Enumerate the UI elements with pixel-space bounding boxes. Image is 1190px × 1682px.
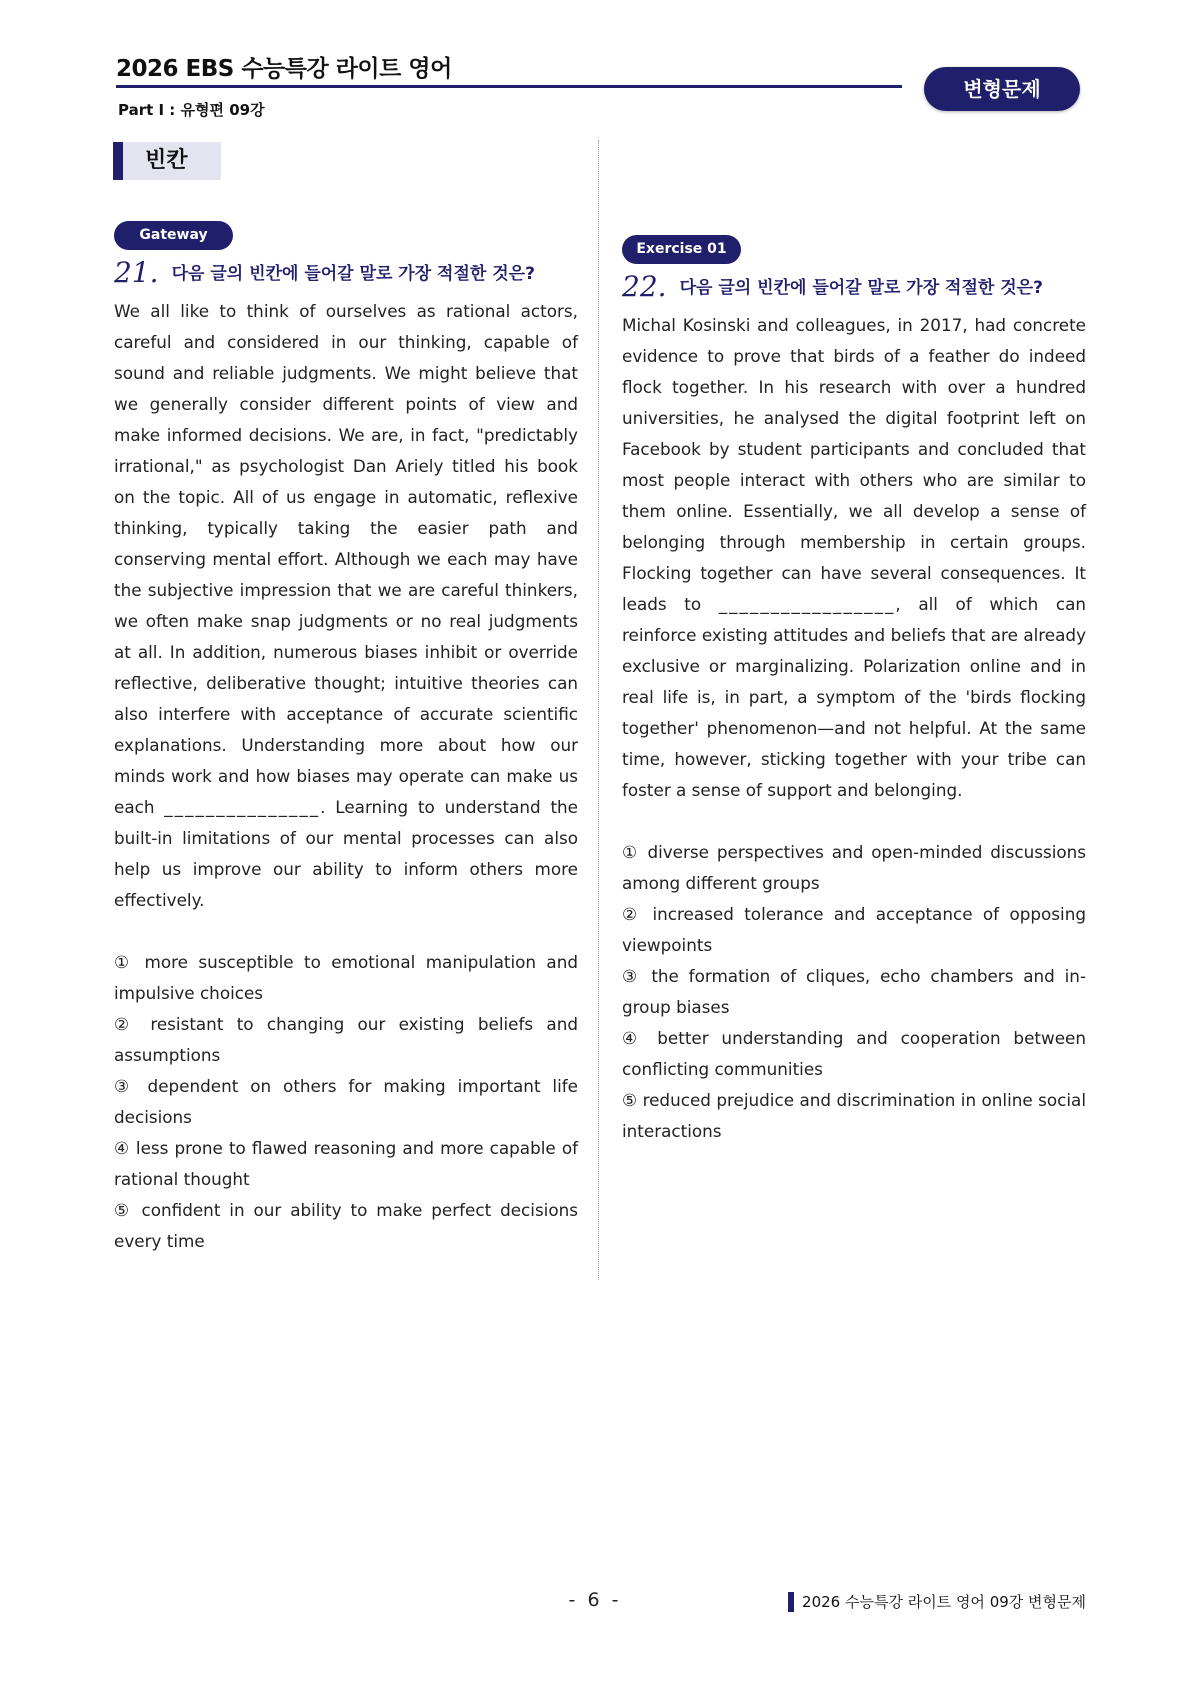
answer-choices — [622, 837, 1086, 1147]
passage — [114, 296, 578, 916]
question-number: 21. — [114, 256, 159, 289]
question-header — [114, 256, 578, 292]
variant-badge: 변형문제 — [924, 67, 1080, 111]
answer-blank: _________________ — [718, 594, 896, 614]
question-header — [622, 270, 1086, 306]
page-header-title: 2026 EBS 수능특강 라이트 영어 — [116, 56, 452, 82]
choice-5[interactable]: ⑤ confident in our ability to make perfect decisions every time — [114, 1200, 578, 1251]
passage-text-before: Michal Kosinski and colleagues, in 2017, had concrete evidence to prove that birds of a feather do indeed flock together. In his research with over a hundred universities, he analysed the digital footprint left on Facebook by student participants and concluded that most people interact with others who are similar to them online. Essentially, we all develop a sense of belonging through membership in certain groups. Flocking together can have several consequences. It leads to — [622, 315, 1086, 614]
section-title: 빈칸 — [113, 142, 221, 180]
question-prompt: 다음 글의 빈칸에 들어갈 말로 가장 적절한 것은? — [171, 264, 535, 284]
column-divider — [598, 140, 599, 1280]
passage — [622, 310, 1086, 806]
gateway-tag: Gateway — [114, 221, 233, 250]
question-number: 22. — [622, 270, 667, 303]
choice-3[interactable]: ③ dependent on others for making important life decisions — [114, 1076, 578, 1127]
choice-4[interactable]: ④ better understanding and cooperation between conflicting communities — [622, 1028, 1086, 1079]
choice-1[interactable]: ① diverse perspectives and open-minded discussions among different groups — [622, 842, 1086, 893]
page-header-subtitle: Part Ⅰ : 유형편 09강 — [118, 101, 265, 119]
choice-2[interactable]: ② increased tolerance and acceptance of opposing viewpoints — [622, 904, 1086, 955]
question-22 — [622, 235, 1086, 1147]
passage-text-after: . Learning to understand the built-in limitations of our mental processes can also help us improve our ability to inform others more effectively. — [114, 797, 578, 910]
exercise-tag: Exercise 01 — [622, 235, 741, 264]
page-number: - 6 - — [568, 1589, 622, 1611]
passage-text-after: , all of which can reinforce existing attitudes and beliefs that are already exclusive or marginalizing. Polarization online and in real life is, in part, a symptom of the 'birds flocking together' phenomenon—and not helpful. At the same time, however, sticking together with your tribe can foster a sense of support and belonging. — [622, 594, 1086, 800]
answer-choices — [114, 947, 578, 1257]
choice-5[interactable]: ⑤ reduced prejudice and discrimination in online social interactions — [622, 1090, 1086, 1141]
choice-3[interactable]: ③ the formation of cliques, echo chambers and in-group biases — [622, 966, 1086, 1017]
question-21 — [114, 221, 578, 1257]
passage-text-before: We all like to think of ourselves as rational actors, careful and considered in our thinking, capable of sound and reliable judgments. We might believe that we generally consider different points of view and make informed decisions. We are, in fact, "predictably irrational," as psychologist Dan Ariely titled his book on the topic. All of us engage in automatic, reflexive thinking, typically taking the easier path and conserving mental effort. Although we each may have the subjective impression that we are careful thinkers, we often make snap judgments or no real judgments at all. In addition, numerous biases inhibit or override reflective, deliberative thought; intuitive theories can also interfere with acceptance of accurate scientific explanations. Understanding more about how our minds work and how biases may operate can make us each — [114, 301, 578, 817]
answer-blank: _______________ — [164, 797, 321, 817]
question-prompt: 다음 글의 빈칸에 들어갈 말로 가장 적절한 것은? — [679, 278, 1043, 298]
footer-document-title: 2026 수능특강 라이트 영어 09강 변형문제 — [788, 1592, 1086, 1612]
choice-1[interactable]: ① more susceptible to emotional manipulation and impulsive choices — [114, 952, 578, 1003]
choice-2[interactable]: ② resistant to changing our existing beliefs and assumptions — [114, 1014, 578, 1065]
header-divider — [116, 85, 902, 88]
choice-4[interactable]: ④ less prone to flawed reasoning and more capable of rational thought — [114, 1138, 578, 1189]
